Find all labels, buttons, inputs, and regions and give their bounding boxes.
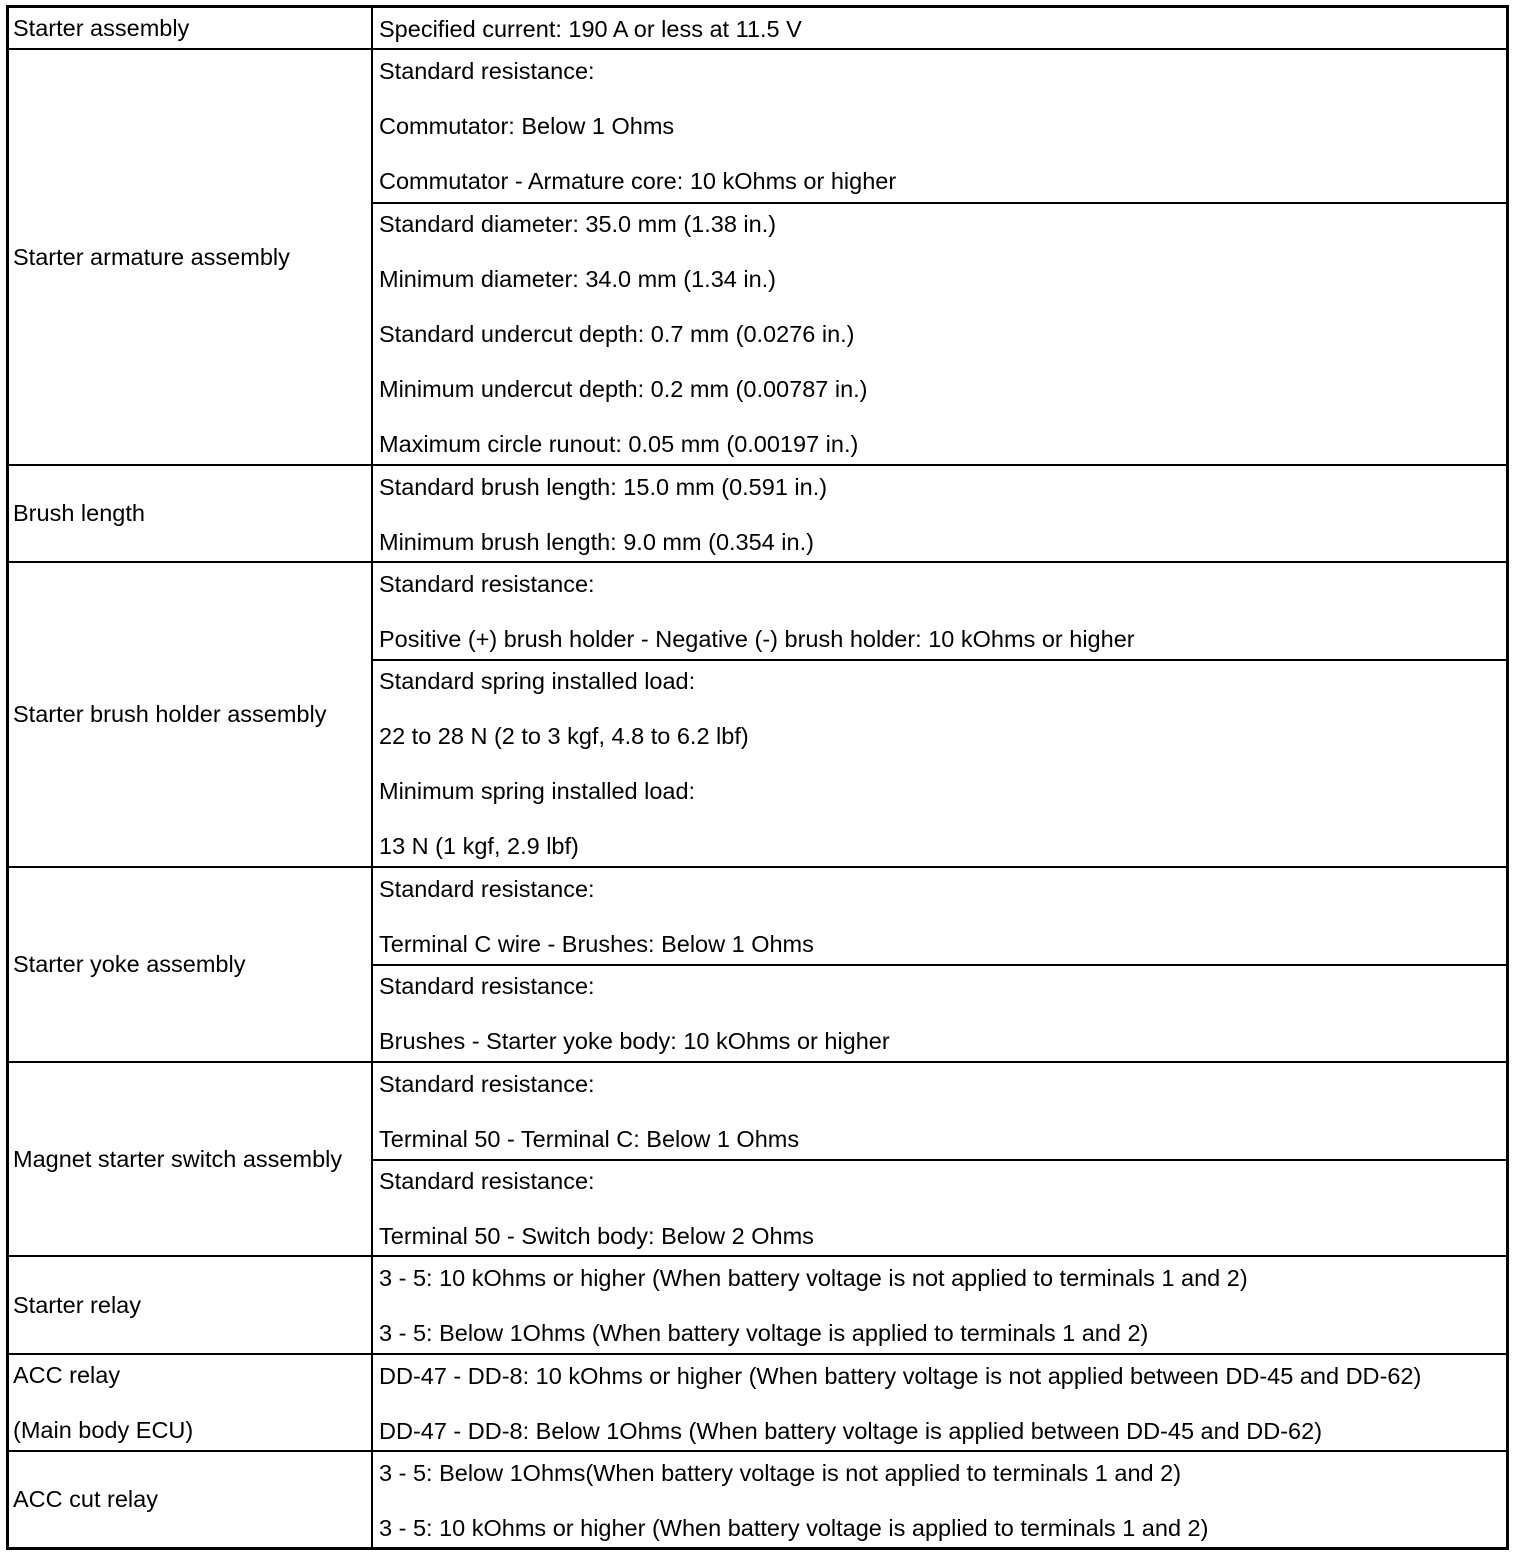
row-values bbox=[373, 1452, 1506, 1547]
value-line: Maximum circle runout: 0.05 mm (0.00197 in.) bbox=[379, 431, 859, 457]
row-label-line: ACC relay bbox=[13, 1362, 121, 1388]
table-row bbox=[9, 464, 1506, 561]
value-line: Commutator: Below 1 Ohms bbox=[379, 113, 675, 139]
value-line: Standard resistance: bbox=[379, 1071, 595, 1097]
value-line: Standard resistance: bbox=[379, 1168, 595, 1194]
value-block bbox=[373, 868, 1506, 964]
value-line: Commutator - Armature core: 10 kOhms or higher bbox=[379, 168, 897, 194]
value-line: Standard resistance: bbox=[379, 58, 595, 84]
value-block bbox=[373, 563, 1506, 659]
row-values bbox=[373, 8, 1506, 48]
value-line: Standard undercut depth: 0.7 mm (0.0276 in.) bbox=[379, 321, 855, 347]
value-block bbox=[373, 1063, 1506, 1159]
row-label: Brush length bbox=[9, 466, 373, 561]
row-values bbox=[373, 50, 1506, 464]
value-line: Standard resistance: bbox=[379, 571, 595, 597]
value-line: DD-47 - DD-8: 10 kOhms or higher (When battery voltage is not applied between DD-45 and DD-62) bbox=[379, 1363, 1422, 1389]
value-block bbox=[373, 1257, 1506, 1353]
value-line: 3 - 5: 10 kOhms or higher (When battery voltage is not applied to terminals 1 and 2) bbox=[379, 1265, 1248, 1291]
value-block bbox=[373, 466, 1506, 561]
spec-table bbox=[6, 5, 1509, 1550]
value-block bbox=[373, 659, 1506, 866]
row-values bbox=[373, 563, 1506, 866]
value-block bbox=[373, 1159, 1506, 1255]
value-line: Specified current: 190 A or less at 11.5 V bbox=[379, 16, 802, 42]
value-block bbox=[373, 1355, 1506, 1450]
value-line: 3 - 5: Below 1Ohms (When battery voltage is applied to terminals 1 and 2) bbox=[379, 1320, 1149, 1346]
row-label: Starter brush holder assembly bbox=[9, 563, 373, 866]
row-values bbox=[373, 868, 1506, 1061]
value-line: Standard resistance: bbox=[379, 876, 595, 902]
row-label: Magnet starter switch assembly bbox=[9, 1063, 373, 1255]
table-row bbox=[9, 1353, 1506, 1450]
value-line: 13 N (1 kgf, 2.9 lbf) bbox=[379, 833, 579, 859]
table-row bbox=[9, 561, 1506, 866]
value-line: Minimum diameter: 34.0 mm (1.34 in.) bbox=[379, 266, 777, 292]
table-row bbox=[9, 1450, 1506, 1547]
value-block bbox=[373, 964, 1506, 1061]
value-block bbox=[373, 1452, 1506, 1547]
table-row bbox=[9, 866, 1506, 1061]
table-row bbox=[9, 1061, 1506, 1255]
table-row bbox=[9, 1255, 1506, 1353]
row-values bbox=[373, 1257, 1506, 1353]
row-label: Starter armature assembly bbox=[9, 50, 373, 464]
row-label: Starter assembly bbox=[9, 8, 373, 48]
value-line: 22 to 28 N (2 to 3 kgf, 4.8 to 6.2 lbf) bbox=[379, 723, 749, 749]
value-line: Standard diameter: 35.0 mm (1.38 in.) bbox=[379, 211, 777, 237]
value-line: Terminal 50 - Switch body: Below 2 Ohms bbox=[379, 1223, 814, 1249]
row-values bbox=[373, 1355, 1506, 1450]
row-label: ACC cut relay bbox=[9, 1452, 373, 1547]
row-label-line: (Main body ECU) bbox=[13, 1417, 194, 1443]
row-label: Starter relay bbox=[9, 1257, 373, 1353]
value-line: Minimum spring installed load: bbox=[379, 778, 696, 804]
table-row bbox=[9, 48, 1506, 464]
value-line: Minimum undercut depth: 0.2 mm (0.00787 in.) bbox=[379, 376, 868, 402]
value-line: Brushes - Starter yoke body: 10 kOhms or higher bbox=[379, 1028, 890, 1054]
table-row bbox=[9, 8, 1506, 48]
row-label bbox=[9, 1355, 373, 1450]
value-line: Minimum brush length: 9.0 mm (0.354 in.) bbox=[379, 529, 814, 555]
value-block bbox=[373, 50, 1506, 202]
value-line: Positive (+) brush holder - Negative (-) brush holder: 10 kOhms or higher bbox=[379, 626, 1135, 652]
row-values bbox=[373, 466, 1506, 561]
value-line: Standard brush length: 15.0 mm (0.591 in.) bbox=[379, 474, 828, 500]
value-line: Standard resistance: bbox=[379, 973, 595, 999]
value-line: Terminal 50 - Terminal C: Below 1 Ohms bbox=[379, 1126, 800, 1152]
value-block bbox=[373, 202, 1506, 464]
row-label: Starter yoke assembly bbox=[9, 868, 373, 1061]
value-line: Standard spring installed load: bbox=[379, 668, 696, 694]
row-values bbox=[373, 1063, 1506, 1255]
value-line: Terminal C wire - Brushes: Below 1 Ohms bbox=[379, 931, 814, 957]
value-line: 3 - 5: 10 kOhms or higher (When battery voltage is applied to terminals 1 and 2) bbox=[379, 1515, 1209, 1541]
value-block bbox=[373, 8, 1506, 48]
value-line: 3 - 5: Below 1Ohms(When battery voltage is not applied to terminals 1 and 2) bbox=[379, 1460, 1182, 1486]
value-line: DD-47 - DD-8: Below 1Ohms (When battery voltage is applied between DD-45 and DD-62) bbox=[379, 1418, 1323, 1444]
